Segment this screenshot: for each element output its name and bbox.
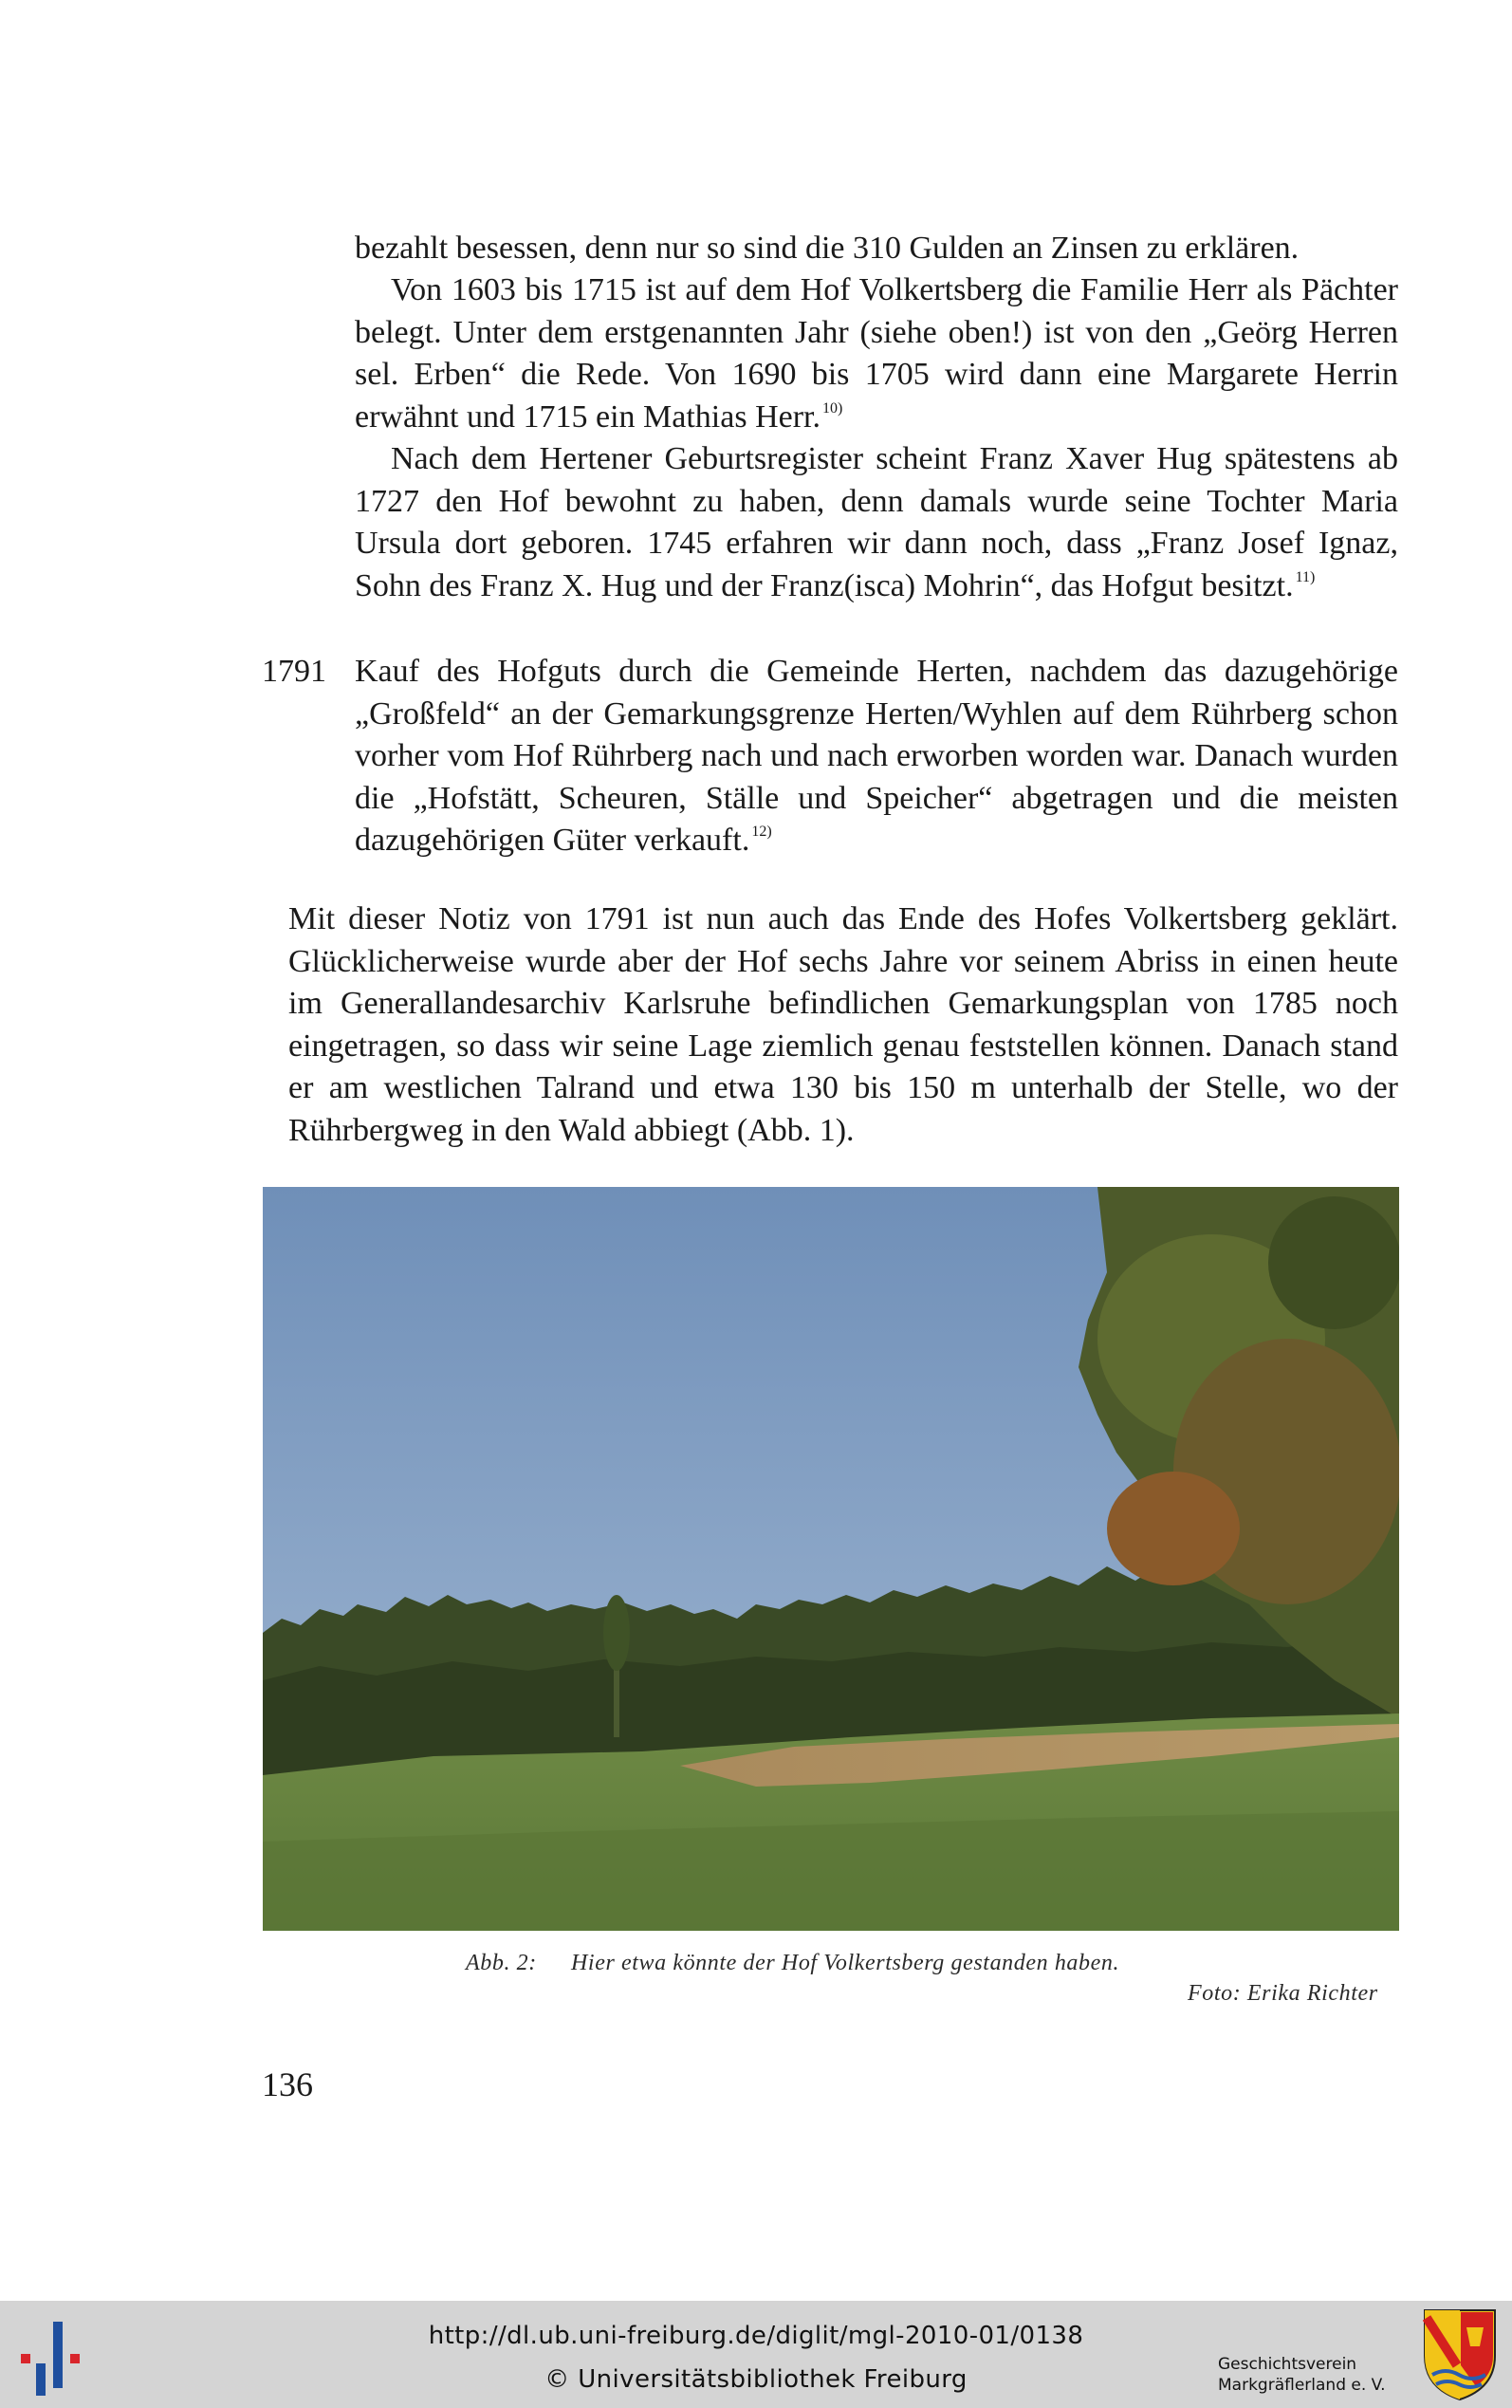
paragraph-1 [355, 228, 1398, 270]
paragraph-2-text: Von 1603 bis 1715 ist auf dem Hof Volkertsberg die Familie Herr als Pächter belegt. Unter dem erstgenannten Jahr (siehe oben!) ist von den „Geörg Herren sel. Erben“ die Rede. Von 1690 bis 1705 wird dann eine Margarete Herrin erwähnt und 1715 ein Mathias Herr. [355, 272, 1398, 435]
figure-caption: Hier etwa könnte der Hof Volkertsberg gestanden haben. [571, 1951, 1120, 1975]
paragraph-4-text: Mit dieser Notiz von 1791 ist nun auch das Ende des Hofes Volkertsberg geklärt. Glücklicherweise wurde aber der Hof sechs Jahre vor seinem Abriss in einen heute im Generallandesarchiv Karlsruhe befindlichen Gemarkungsplan von 1785 noch eingetragen, so dass wir seine Lage ziemlich genau feststellen können. Danach stand er am westlichen Talrand und etwa 130 bis 150 m unterhalb der Stelle, wo der Rührbergweg in den Wald abbiegt (Abb. 1). [288, 901, 1398, 1148]
paragraph-3-text: Nach dem Hertener Geburtsregister scheint Franz Xaver Hug spätestens ab 1727 den Hof bewohnt zu haben, denn damals wurde seine Tochter Maria Ursula dort geboren. 1745 erfahren wir dann noch, dass „Franz Josef Ignaz, Sohn des Franz X. Hug und der Franz(isca) Mohrin“, das Hofgut besitzt. [355, 441, 1398, 603]
footer-bar [0, 2301, 1512, 2408]
paragraph-1-text: bezahlt besessen, denn nur so sind die 310 Gulden an Zinsen zu erklären. [355, 231, 1300, 266]
coat-of-arms-icon [1423, 2308, 1497, 2401]
footnote-ref-11: 11) [1295, 568, 1316, 585]
society-name [1218, 2354, 1386, 2396]
entry-1791 [355, 651, 1398, 862]
landscape-photo [263, 1187, 1399, 1931]
page-number: 136 [262, 2065, 313, 2103]
footnote-ref-10: 10) [822, 399, 843, 417]
photo-credit: Foto: Erika Richter [1188, 1981, 1378, 2006]
figure-label: Abb. 2: [466, 1951, 537, 1975]
paragraph-4 [288, 898, 1398, 1152]
society-line-2: Markgräflerland e. V. [1218, 2376, 1386, 2395]
entry-1791-text: Kauf des Hofguts durch die Gemeinde Herten, nachdem das dazugehörige „Großfeld“ an der Gemarkungsgrenze Herten/Wyhlen auf dem Rührberg schon vorher vom Hof Rührberg nach und nach erworben worden war. Danach wurden die „Hofstätt, Scheuren, Ställe und Speicher“ abgetragen und die meisten dazugehörigen Güter verkauft. [355, 654, 1398, 858]
entry-year: 1791 [262, 654, 326, 689]
copyright-notice: © Universitätsbibliothek Freiburg [544, 2365, 968, 2394]
footnote-ref-12: 12) [751, 824, 772, 840]
society-line-1: Geschichtsverein [1218, 2355, 1357, 2374]
source-url[interactable]: http://dl.ub.uni-freiburg.de/diglit/mgl-2010-01/0138 [428, 2322, 1084, 2350]
paragraph-2 [355, 269, 1398, 438]
paragraph-3 [355, 438, 1398, 607]
